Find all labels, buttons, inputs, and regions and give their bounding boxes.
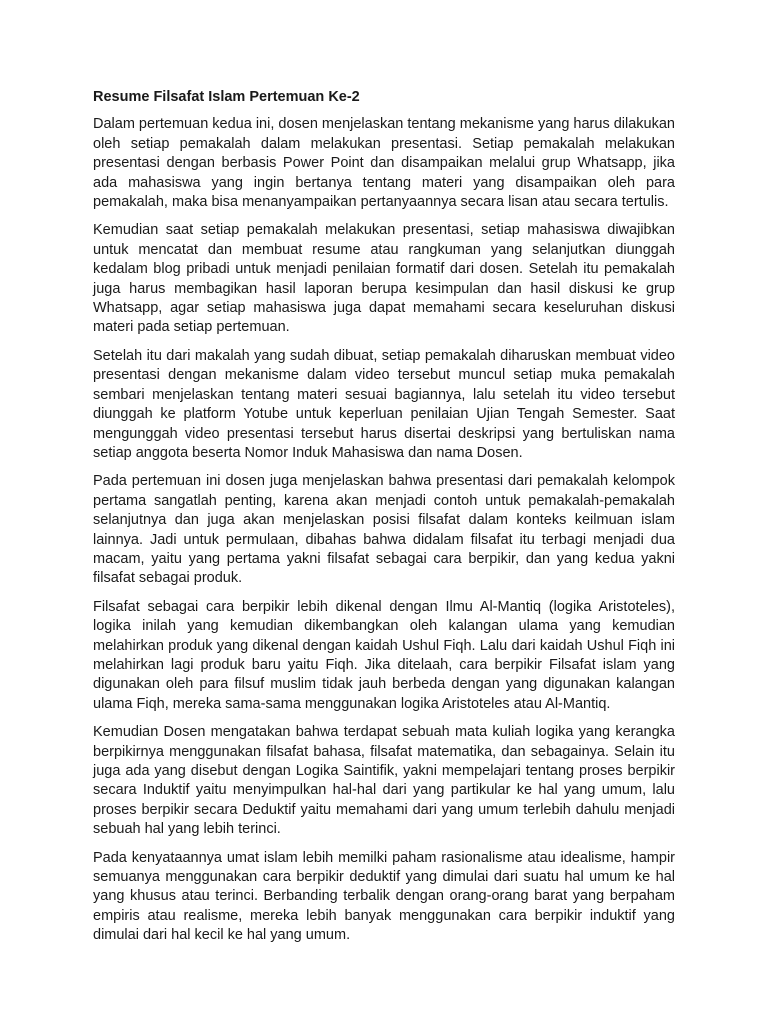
paragraph-6: Kemudian Dosen mengatakan bahwa terdapat sebuah mata kuliah logika yang kerangka berpikirnya menggunakan filsafat bahasa, filsafat matematika, dan sebagainya. Selain itu juga ada yang disebut dengan Logika Saintifik, yakni mempelajari tentang proses berpikir secara Induktif yaitu menyimpulkan hal-hal dari yang partikular ke hal yang umum, lalu proses berpikir secara Deduktif yaitu memahami dari yang umum terlebih dahulu menjadi sebuah hal yang lebih terinci. [93,724,675,838]
paragraph-1: Dalam pertemuan kedua ini, dosen menjelaskan tentang mekanisme yang harus dilakukan oleh setiap pemakalah dalam melakukan presentasi. Setiap pemakalah melakukan presentasi dengan berbasis Power Point dan disampaikan melalui grup Whatsapp, jika ada mahasiswa yang ingin bertanya tentang materi yang disampaikan oleh para pemakalah, maka bisa menanyampaikan pertanyaannya secara lisan atau secara tertulis. [93,116,675,211]
paragraph-7: Pada kenyataannya umat islam lebih memilki paham rasionalisme atau idealisme, hampir semuanya menggunakan cara berpikir deduktif yang dimulai dari suatu hal umum ke hal yang khusus atau terinci. Berbanding terbalik dengan orang-orang barat yang berpaham empiris atau realisme, mereka lebih banyak menggunakan cara berpikir induktif yang dimulai dari hal kecil ke hal yang umum. [93,849,675,944]
paragraph-3: Setelah itu dari makalah yang sudah dibuat, setiap pemakalah diharuskan membuat video presentasi dengan mekanisme dalam video tersebut muncul setiap muka pemakalah sembari menjelaskan tentang materi sesuai bagiannya, lalu setelah itu video tersebut diunggah ke platform Yotube untuk keperluan penilaian Ujian Tengah Semester. Saat mengunggah video presentasi tersebut harus disertai deskripsi yang bertuliskan nama setiap anggota beserta Nomor Induk Mahasiswa dan nama Dosen. [93,347,675,461]
document-title: Resume Filsafat Islam Pertemuan Ke-2 [93,89,360,105]
paragraph-5: Filsafat sebagai cara berpikir lebih dikenal dengan Ilmu Al-Mantiq (logika Aristoteles), logika inilah yang kemudian dikembangkan oleh kalangan ulama yang kemudian melahirkan produk yang dikenal dengan kaidah Ushul Fiqh. Lalu dari kaidah Ushul Fiqh ini melahirkan lagi produk baru yaitu Fiqh. Jika ditelaah, cara berpikir Filsafat islam yang digunakan oleh para filsuf muslim tidak jauh berbeda dengan yang digunakan kalangan ulama Fiqh, mereka sama-sama menggunakan logika Aristoteles atau Al-Mantiq. [93,598,675,712]
document-page [93,88,675,955]
paragraph-4: Pada pertemuan ini dosen juga menjelaskan bahwa presentasi dari pemakalah kelompok pertama sangatlah penting, karena akan menjadi contoh untuk pemakalah-pemakalah selanjutnya dan juga akan menjelaskan posisi filsafat dalam konteks keilmuan islam lainnya. Jadi untuk permulaan, dibahas bahwa didalam filsafat itu terbagi menjadi dua macam, yaitu yang pertama yakni filsafat sebagai cara berpikir, dan yang kedua yakni filsafat sebagai produk. [93,473,675,587]
paragraph-2: Kemudian saat setiap pemakalah melakukan presentasi, setiap mahasiswa diwajibkan untuk mencatat dan membuat resume atau rangkuman yang selanjutkan diunggah kedalam blog pribadi untuk menjadi penilaian formatif dari dosen. Setelah itu pemakalah juga harus membagikan hasil laporan berupa kesimpulan dan hasil diskusi ke grup Whatsapp, agar setiap mahasiswa juga dapat memahami secara keseluruhan diskusi materi pada setiap pertemuan. [93,222,675,336]
